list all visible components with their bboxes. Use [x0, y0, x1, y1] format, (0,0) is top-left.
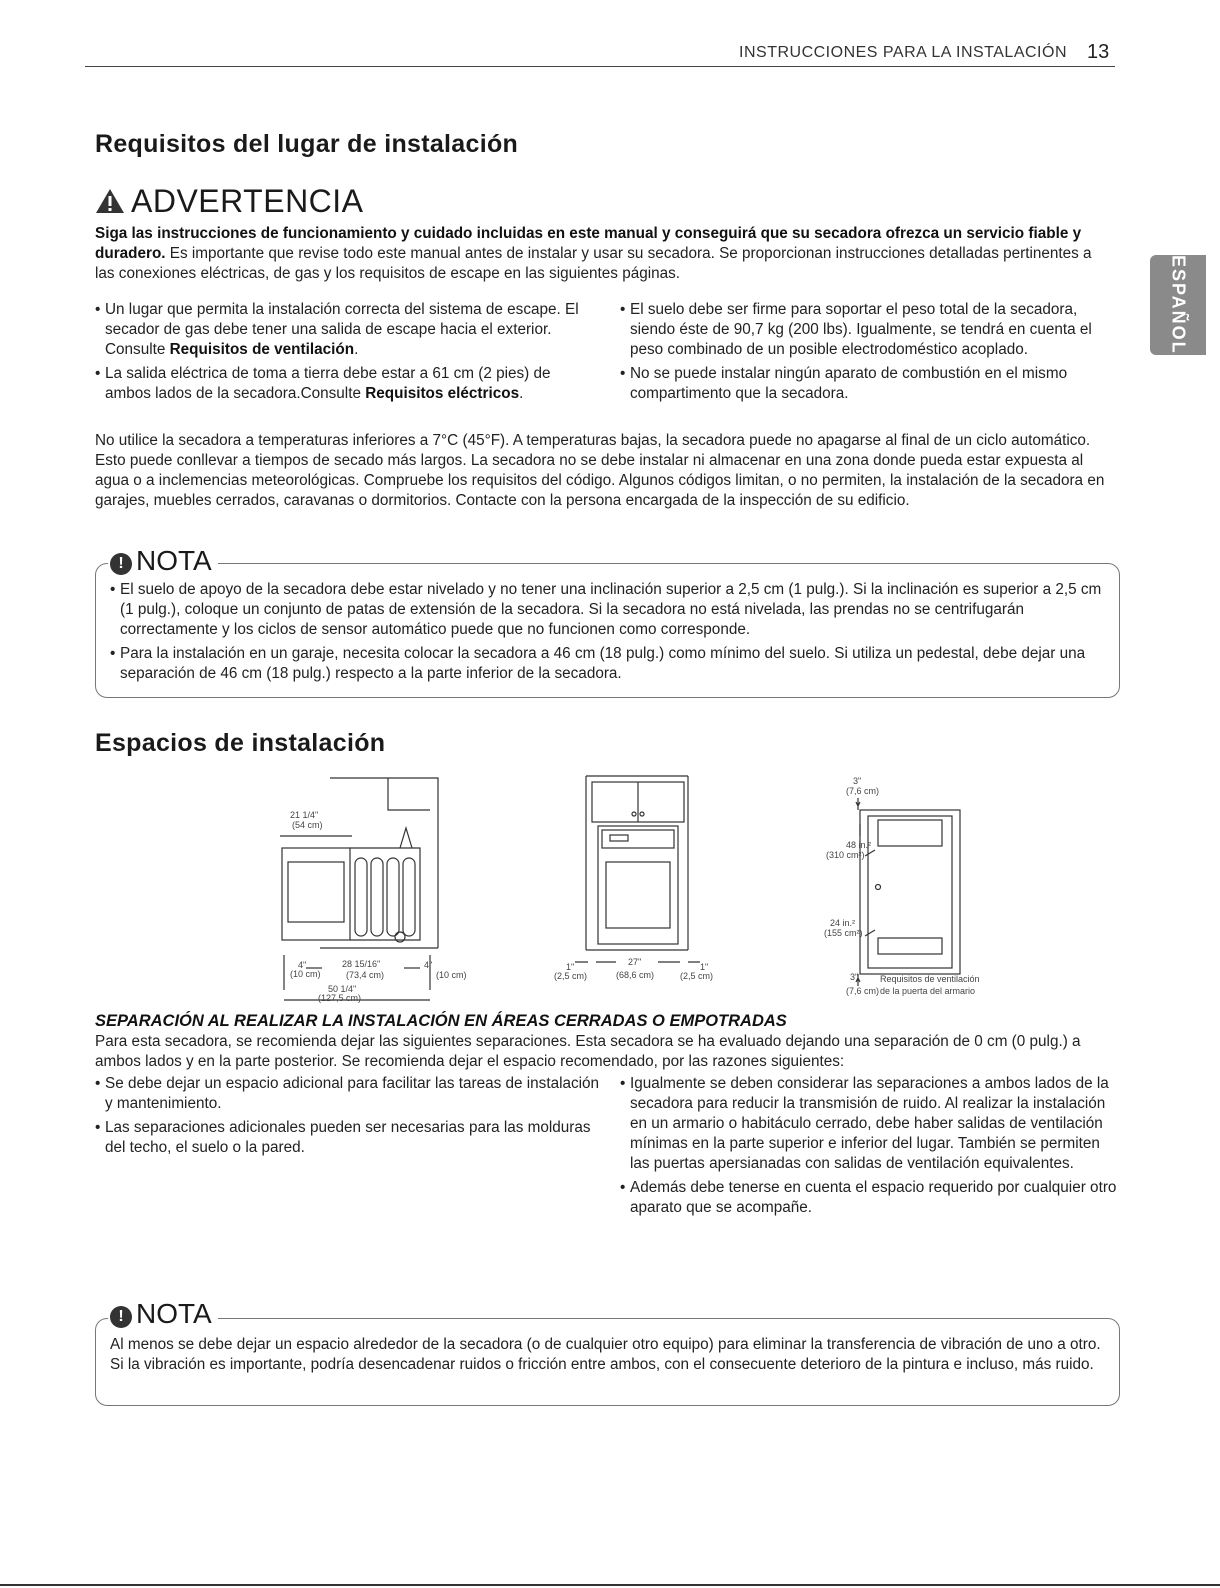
warning-triangle-icon — [95, 188, 125, 214]
dim-label: (68,6 cm) — [616, 970, 655, 980]
bottom-rule — [0, 1584, 1220, 1586]
note-title-1: NOTA — [136, 545, 212, 576]
cabinet-door-diagram — [856, 798, 960, 986]
dim-label: (310 cm²) — [826, 850, 865, 860]
closet-left-list — [95, 1074, 600, 1162]
figure-caption: Requisitos de ventilación — [880, 974, 980, 984]
closet-right-list — [620, 1074, 1122, 1222]
clearance-diagrams — [270, 770, 990, 1010]
list-item: • Un lugar que permita la instalación correcta del sistema de escape. El secador de gas debe tener una salida de escape hacia el exterior. Consulte Requisitos de ventilación. — [95, 300, 600, 360]
dim-label: 3" — [853, 776, 862, 786]
note-title-2: NOTA — [136, 1298, 212, 1329]
list-item: • Se debe dejar un espacio adicional para facilitar las tareas de instalación y mantenimiento. — [95, 1074, 600, 1114]
dim-label: (127,5 cm) — [318, 993, 362, 1003]
info-exclamation-icon: ! — [110, 553, 132, 575]
dim-label: 21 1/4" — [290, 810, 319, 820]
section-title-requirements: Requisitos del lugar de instalación — [95, 130, 519, 158]
dim-label: (54 cm) — [292, 820, 323, 830]
closet-intro-paragraph: Para esta secadora, se recomienda dejar las siguientes separaciones. Esta secadora se ha evaluado dejando una separación de 0 cm (0 pulg.) a ambos lados y en la parte posterior. Se recomienda dejar el espacio recomendado, por las razones siguientes: — [95, 1033, 1081, 1070]
page-number: 13 — [1087, 41, 1110, 63]
dim-label: 48 in.² — [846, 840, 872, 850]
requirements-left-list — [95, 300, 600, 408]
dim-label: (10 cm) — [290, 969, 321, 979]
list-item: • El suelo debe ser firme para soportar el peso total de la secadora, siendo éste de 90,7 kg (200 lbs). Igualmente, se tendrá en cuenta el peso combinado de un posible electrodoméstico acoplado. — [620, 300, 1120, 360]
warning-text: Es importante que revise todo este manual antes de instalar y usar su secadora. Se proporcionan instrucciones detalladas pertinentes a las conexiones eléctricas, de gas y los requisitos de escape en las siguientes páginas. — [95, 245, 1092, 282]
list-item: • Las separaciones adicionales pueden ser necesarias para las molduras del techo, el suelo o la pared. — [95, 1118, 600, 1158]
dim-label: 50 1/4" — [328, 984, 357, 994]
dim-label: (10 cm) — [436, 970, 467, 980]
dim-label: 24 in.² — [830, 918, 856, 928]
note-heading-2 — [108, 1298, 218, 1330]
section-title-spaces: Espacios de instalación — [95, 729, 386, 757]
dim-label: 4" — [424, 960, 433, 970]
header-rule — [85, 66, 1115, 67]
dim-label: 3" — [850, 972, 859, 982]
dim-label: (7,6 cm) — [846, 786, 880, 796]
closet-installation-subheading: SEPARACIÓN AL REALIZAR LA INSTALACIÓN EN ÁREAS CERRADAS O EMPOTRADAS — [95, 1012, 787, 1030]
dim-label: 1" — [700, 962, 709, 972]
warning-paragraph — [95, 224, 1095, 284]
list-item: • Además debe tenerse en cuenta el espacio requerido por cualquier otro aparato que se acompañe. — [620, 1178, 1122, 1218]
dim-label: (7,6 cm) — [846, 986, 880, 996]
note-list-1 — [110, 580, 1110, 684]
warning-title: ADVERTENCIA — [131, 183, 364, 219]
running-header: INSTRUCCIONES PARA LA INSTALACIÓN — [739, 44, 1067, 61]
list-item: • Para la instalación en un garaje, necesita colocar la secadora a 46 cm (18 pulg.) como mínimo del suelo. Si utiliza un pedestal, debe dejar una separación de 46 cm (18 pulg.) respecto a la parte inferior de la secadora. — [110, 644, 1110, 684]
front-view-diagram — [575, 776, 700, 962]
requirements-right-list — [620, 300, 1120, 408]
dim-label: (2,5 cm) — [554, 971, 588, 981]
list-item: • El suelo de apoyo de la secadora debe estar nivelado y no tener una inclinación superior a 2,5 cm (1 pulg.). Si la inclinación es superior a 2,5 cm (1 pulg.), coloque un conjunto de patas de extensión de la secadora. Si la secadora no está nivelada, las prendas no se centrifugarán correctamente y los ciclos de sensor automático puede que no funcionen como corresponde. — [110, 580, 1110, 640]
dim-label: 1" — [566, 962, 575, 972]
warning-bold-text: Siga las instrucciones de funcionamiento y cuidado incluidas en este manual y conseguirá que su secadora ofrezca un servicio fiable y duradero. — [95, 225, 1082, 262]
dim-label: (155 cm²) — [824, 928, 863, 938]
list-item: • La salida eléctrica de toma a tierra debe estar a 61 cm (2 pies) de ambos lados de la secadora.Consulte Requisitos eléctricos. — [95, 364, 600, 404]
dim-label: (73,4 cm) — [346, 970, 385, 980]
info-exclamation-icon: ! — [110, 1306, 132, 1328]
language-tab — [1150, 255, 1206, 355]
list-item: • Igualmente se deben considerar las separaciones a ambos lados de la secadora para reducir la transmisión de ruido. Al realizar la instalación en un armario o habitáculo cerrado, debe haber salidas de ventilación mínimas en la parte superior e inferior del lugar. También se permiten las puertas apersianadas con salidas de ventilación equivalentes. — [620, 1074, 1122, 1174]
dim-label: (2,5 cm) — [680, 971, 714, 981]
language-tab-label: ESPAÑOL — [1168, 255, 1189, 355]
dim-label: 4" — [298, 960, 307, 970]
temperature-paragraph: No utilice la secadora a temperaturas inferiores a 7°C (45°F). A temperaturas bajas, la secadora puede no apagarse al final de un ciclo automático. Esto puede conllevar a tiempos de secado más largos. La secadora no se debe instalar ni almacenar en una zona donde pueda estar expuesta al agua o a inclemencias meteorológicas. Compruebe los requisitos del código. Algunos códigos limitan, o no permiten, la instalación de la secadora en garajes, muebles cerrados, caravanas o dormitorios. Contacte con la persona encargada de la inspección de su edificio. — [95, 432, 1105, 509]
dim-label: 27" — [628, 957, 642, 967]
note-text-2: Al menos se debe dejar un espacio alrededor de la secadora (o de cualquier otro equipo) para eliminar la transferencia de vibración de uno a otro. Si la vibración es importante, podría desencadenar ruidos o fricción entre ambos, con el consecuente deterioro de la pintura e incluso, más ruido. — [110, 1336, 1101, 1373]
dim-label: 28 15/16" — [342, 959, 381, 969]
figure-caption: de la puerta del armario — [880, 986, 976, 996]
warning-heading — [95, 183, 364, 220]
list-item: • No se puede instalar ningún aparato de combustión en el mismo compartimento que la secadora. — [620, 364, 1120, 404]
note-heading-1 — [108, 545, 218, 577]
